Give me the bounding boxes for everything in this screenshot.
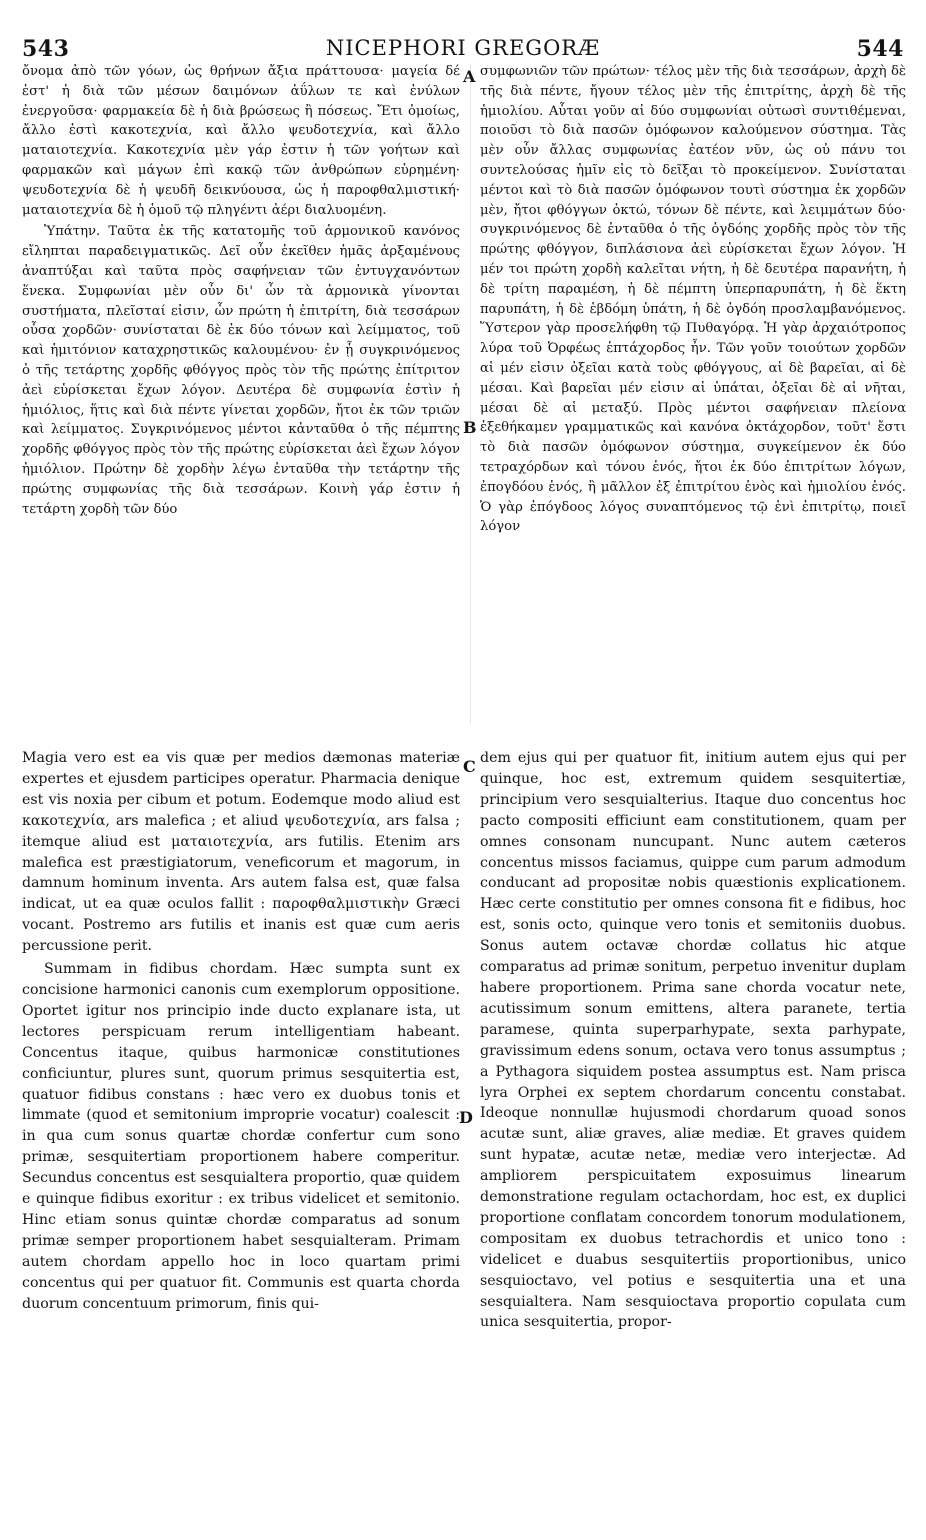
section-marker-a: A	[463, 67, 476, 86]
latin-column-right	[480, 748, 906, 1523]
page-number-right: 544	[856, 36, 904, 62]
greek-paragraph: Ὑπάτην. Ταῦτα ἐκ τῆς κατατομῆς τοῦ ἁρμονικοῦ κανόνος εἴληπται παραδειγματικῶς. Δεῖ οὖν ἐκεῖθεν ἡμᾶς ἀρξαμένους ἀναπτύξαι καὶ ταῦτα πρὸς σαφήνειαν τῶν ἐντυγχανόντων ἕνεκα. Συμφωνίαι μὲν οὖν δι' ὧν τὰ ἁρμονικὰ γίνονται συστήματα, πλεῖσταί εἰσιν, ὧν πρώτη ἡ ἐπιτρίτη, διὰ τεσσάρων οὖσα χορδῶν· συνίσταται δὲ ἐκ δύο τόνων καὶ λείμματος, τοῦ καὶ ἡμιτόνιον καταχρηστικῶς καλουμένου· ἐν ᾗ συγκρινόμενος ὁ τῆς τετάρτης χορδῆς φθόγγος πρὸς τὸν τῆς πρώτης ἐπίτριτον ἀεὶ εὑρίσκεται ἔχων λόγον. Δευτέρα δὲ συμφωνία ἐστὶν ἡ ἡμιόλιος, ἥτις καὶ διὰ πέντε γίνεται χορδῶν, ἤτοι ἐκ τῶν τριῶν καὶ λείμματος. Συγκρινόμενος μέντοι κἀνταῦθα ὁ τῆς πέμπτης χορδῆς φθόγγος πρὸς τὸν τῆς πρώτης εὑρίσκεται ἀεὶ ἔχων λόγον ἡμιόλιον. Πρώτην δὲ χορδὴν λέγω ἐνταῦθα τὴν τετάρτην τῆς πρώτης συμφωνίας τῆς διὰ τεσσάρων. Κοινὴ γάρ ἐστιν ἡ τετάρτη χορδὴ τῶν δύο	[22, 224, 460, 517]
greek-column-left	[22, 62, 460, 727]
section-marker-b: B	[463, 418, 477, 437]
page-number-left: 543	[22, 36, 70, 62]
running-title: NICEPHORI GREGORÆ	[325, 36, 601, 60]
section-marker-c: C	[463, 757, 476, 776]
section-marker-d: D	[459, 1108, 473, 1127]
greek-column-right	[480, 62, 906, 727]
column-divider	[470, 64, 471, 724]
latin-column-left	[22, 748, 460, 1523]
latin-paragraph: Magia vero est ea vis quæ per medios dæmonas materiæ expertes et ejusdem participes operatur. Pharmacia denique est vis noxia per cibum et potum. Eodemque modo aliud est κακοτεχνία, ars malefica ; et aliud ψευδοτεχνία, ars falsa ; itemque aliud est ματαιοτεχνία, ars futilis. Etenim ars malefica est præstigiatorum, veneficorum et magorum, in damnum hominum inventa. Ars autem falsa est, quæ falsa indicat, ut ea quæ oculos fallit : παροφθαλμιστικὴν Græci vocant. Postremo ars futilis et inanis est quæ cum aeris percussione perit.	[22, 750, 460, 955]
latin-paragraph: Summam in fidibus chordam. Hæc sumpta sunt ex concisione harmonici canonis cum exemplorum oppositione. Oportet igitur nos principio inde ducto explanare ista, ut lectores perspicuam rerum intelligentiam habeant. Concentus itaque, quibus harmonicæ constitutiones conficiuntur, plures sunt, quorum primus sesquitertia est, quatuor fidibus constans : hæc vero ex duobus tonis et limmate (quod et semitonium improprie vocatur) coalescit : in qua cum sonus quartæ chordæ confertur cum sono primæ, sesquitertiam proportionem habere comperitur. Secundus concentus est sesquialtera proportio, quæ quidem e quinque fidibus exoritur : ex tribus videlicet et semitonio. Hinc etiam sonus quintæ chordæ comparatus ad sonum primæ semper proportionem habet sesquialteram. Primam autem chordam appello hoc in loco quartam primi concentus qui per quatuor fit. Communis est quarta chorda duorum concentuum primorum, finis qui-	[22, 961, 460, 1312]
latin-paragraph: dem ejus qui per quatuor fit, initium autem ejus qui per quinque, hoc est, extremum quidem sesquitertiæ, principium vero sesquialterius. Itaque duo concentus hoc pacto compositi efficiunt eam constitutionem, quam per omnes consonam nuncupant. Nunc autem cæteros concentus missos faciamus, quippe cum parum admodum conducant ad propositæ nobis quæstionis explicationem. Hæc certe constitutio per omnes consona fit e fidibus, hoc est, sonis octo, quinque vero tonis et semitoniis duobus. Sonus autem octavæ chordæ collatus hic atque comparatus ad primæ sonitum, perpetuo invenitur duplam habere proportionem. Prima sane chorda vocatur nete, acutissimum sonum emittens, altera paranete, tertia paramese, quinta superparhypate, sexta parhypate, gravissimum edens sonum, octava vero tonus assumptus ; a Pythagora siquidem postea assumptus est. Nam prisca lyra Orphei ex septem chordarum concentu constabat. Ideoque nonnullæ hujusmodi chordarum quoad sonos acutæ sunt, aliæ graves, aliæ mediæ. Et graves quidem sunt hypatæ, acutæ netæ, mediæ vero interjectæ. Ad ampliorem perspicuitatem exposuimus linearum demonstratione regulam octachordam, hoc est, ex duplici proportione conflatam concordem tonorum modulationem, compositam ex duobus tetrachordis et unico tono : videlicet e duabus sesquitertiis proportionibus, unico sesquioctavo, vel potius e sesquitertia una et una sesquialtera. Nam sesquioctava proportio copulata cum unica sesquitertia, propor-	[480, 750, 906, 1331]
greek-paragraph: ὄνομα ἀπὸ τῶν γόων, ὡς θρήνων ἄξια πράττουσα· μαγεία δέ ἐστ' ἡ διὰ τῶν μέσων δαιμόνων ἀΰλων τε καὶ ἐνύλων ἐνεργοῦσα· φαρμακεία δὲ ἡ διὰ βρώσεως ἢ πόσεως. Ἔτι ὁμοίως, ἄλλο ἐστὶ κακοτεχνία, καὶ ἄλλο ψευδοτεχνία, καὶ ἄλλο ματαιοτεχνία. Κακοτεχνία μὲν γάρ ἐστιν ἡ τῶν γοήτων καὶ φαρμακῶν καὶ μάγων ἐπὶ κακῷ τῶν ἀνθρώπων εὑρημένη· ψευδοτεχνία δὲ ἡ ψευδῆ δεικνύουσα, ὡς ἡ παροφθαλμιστική· ματαιοτεχνία δὲ ἡ ὁμοῦ τῷ πληγέντι ἀέρι διαλυομένη.	[22, 64, 460, 218]
greek-paragraph: συμφωνιῶν τῶν πρώτων· τέλος μὲν τῆς διὰ τεσσάρων, ἀρχὴ δὲ τῆς διὰ πέντε, ἤγουν τέλος μὲν τῆς ἐπιτρίτης, ἀρχὴ δὲ τῆς ἡμιολίου. Αὗται γοῦν αἱ δύο συμφωνίαι οὑτωσὶ συντιθέμεναι, ποιοῦσι τὸ διὰ πασῶν ὁμόφωνον καλούμενον σύστημα. Τὰς μὲν οὖν ἄλλας συμφωνίας ἐατέον νῦν, ὡς οὐ πάνυ τοι συντελούσας ἡμῖν εἰς τὸ δεῖξαι τὸ προκείμενον. Συνίσταται μέντοι καὶ τὸ διὰ πασῶν ὁμόφωνον τουτὶ σύστημα ἐκ χορδῶν μὲν, ἤτοι φθόγγων ὀκτώ, τόνων δὲ πέντε, καὶ λειμμάτων δύο· συγκρινόμενος δὲ ἐνταῦθα ὁ τῆς ὀγδόης χορδῆς πρὸς τὸν τῆς πρώτης φθόγγον, διπλάσιονα ἀεὶ εὑρίσκεται ἔχων λόγον. Ἡ μέν τοι πρώτη χορδὴ καλεῖται νήτη, ἡ δὲ δευτέρα παρανήτη, ἡ δὲ τρίτη παραμέση, ἡ δὲ πέμπτη ὑπερπαρυπάτη, ἡ δὲ ἕκτη παρυπάτη, ἡ δὲ ἑβδόμη ὑπάτη, ἡ δὲ ὀγδόη προσλαμβανόμενος. Ὕστερον γὰρ προσελήφθη τῷ Πυθαγόρᾳ. Ἡ γὰρ ἀρχαιότροπος λύρα τοῦ Ὀρφέως ἑπτάχορδος ἦν. Τῶν γοῦν τοιούτων χορδῶν αἱ μέν εἰσιν ὀξεῖαι κατὰ τοὺς φθόγγους, αἱ δὲ βαρεῖαι, αἱ δὲ μέσαι. Καὶ βαρεῖαι μέν εἰσιν αἱ ὑπάται, ὀξεῖαι δὲ αἱ νῆται, μέσαι δὲ αἱ μεταξύ. Πρὸς μέντοι σαφήνειαν πλείονα ἐξεθήκαμεν γραμματικῶς καὶ κανόνα ὀκτάχορδον, τοῦτ' ἔστι τὸ διὰ πασῶν ὁμόφωνον σύστημα, συγκείμενον ἐκ δύο τετραχόρδων καὶ τόνου ἑνός, ἤτοι ἐκ δύο ἐπιτρίτων λόγων, ἐπογδόου ἑνός, ἢ μᾶλλον ἐξ ἐπιτρίτου ἑνὸς καὶ ἡμιολίου ἑνός. Ὁ γὰρ ἐπόγδοος λόγος συναπτόμενος τῷ ἑνὶ ἐπιτρίτῳ, ποιεῖ λόγον	[480, 64, 906, 535]
